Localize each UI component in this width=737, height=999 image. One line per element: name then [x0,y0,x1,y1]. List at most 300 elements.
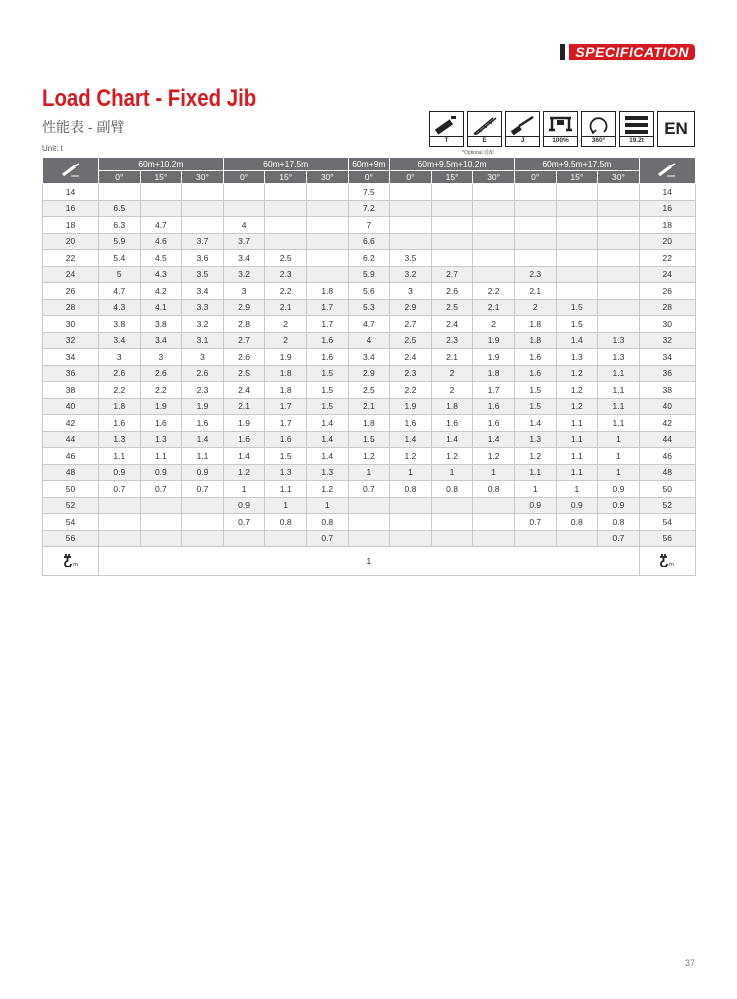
load-cell: 1 [390,464,432,481]
load-cell: 1.4 [390,431,432,448]
table-row [43,233,696,250]
load-cell: 1.2 [556,382,598,399]
load-cell: 2.9 [348,365,390,382]
load-cell: 2.2 [99,382,141,399]
load-cell: 1.1 [514,464,556,481]
load-cell [390,233,432,250]
load-cell [182,497,224,514]
load-cell [306,217,348,234]
load-cell: 1.9 [265,349,307,366]
load-cell: 0.7 [348,481,390,498]
load-cell [556,266,598,283]
radius-cell: 18 [639,217,695,234]
load-cell [182,200,224,217]
load-cell [514,250,556,267]
radius-cell: 14 [639,184,695,201]
load-cell: 1.6 [431,415,473,432]
load-cell: 2.5 [390,332,432,349]
radius-cell: 34 [43,349,99,366]
table-row [43,448,696,465]
load-cell [598,184,640,201]
radius-cell: 54 [639,514,695,531]
load-cell [556,217,598,234]
radius-cell: 44 [639,431,695,448]
load-cell [306,184,348,201]
load-cell: 2.3 [390,365,432,382]
group-header: 60m+9.5m+17.5m [514,158,639,171]
load-cell: 2.3 [182,382,224,399]
radius-cell: 46 [43,448,99,465]
load-cell: 1.5 [306,398,348,415]
table-row [43,398,696,415]
radius-cell: 42 [639,415,695,432]
table-row [43,200,696,217]
load-cell [598,250,640,267]
table-row [43,464,696,481]
load-cell [265,233,307,250]
load-cell [598,233,640,250]
load-cell: 1.3 [265,464,307,481]
load-cell: 3 [99,349,141,366]
load-cell: 4.7 [99,283,141,300]
hook-icon [639,547,695,576]
load-cell: 2.1 [473,299,515,316]
load-cell: 1.6 [265,431,307,448]
load-cell: 1.4 [182,431,224,448]
load-cell: 2.5 [223,365,265,382]
group-header: 60m+9m [348,158,390,171]
load-cell: 0.8 [598,514,640,531]
load-cell: 2 [265,332,307,349]
load-cell: 1.8 [99,398,141,415]
load-cell: 1.9 [223,415,265,432]
section-tag-bar [560,44,565,60]
load-cell: 4 [348,332,390,349]
load-cell [473,217,515,234]
load-cell: 3 [182,349,224,366]
load-cell: 1.2 [556,398,598,415]
load-cell [598,283,640,300]
counterweight-icon: 19.2t [619,111,654,147]
load-cell: 4.7 [140,217,182,234]
load-cell: 5 [99,266,141,283]
load-cell: 2.2 [140,382,182,399]
load-cell: 2 [265,316,307,333]
load-cell: 2 [431,365,473,382]
angle-header: 0° [223,171,265,184]
section-tag [560,43,695,60]
load-cell: 0.7 [306,530,348,547]
load-cell: 1 [598,431,640,448]
angle-header: 0° [99,171,141,184]
load-cell: 6.3 [99,217,141,234]
load-cell: 3.4 [223,250,265,267]
load-cell: 1.1 [556,448,598,465]
svg-text:m: m [669,562,675,567]
load-cell [431,530,473,547]
load-cell [223,200,265,217]
load-cell: 1.6 [99,415,141,432]
table-row [43,332,696,349]
group-header: 60m+10.2m [99,158,224,171]
load-cell: 2.5 [431,299,473,316]
load-cell: 1.6 [306,349,348,366]
load-cell: 1.8 [265,382,307,399]
load-cell [182,217,224,234]
load-cell: 1.4 [473,431,515,448]
load-cell: 0.9 [223,497,265,514]
load-cell [99,497,141,514]
load-cell: 2.7 [431,266,473,283]
angle-header: 15° [140,171,182,184]
load-cell [556,250,598,267]
jib-j-icon: J [505,111,540,147]
load-cell: 1.6 [473,398,515,415]
load-cell [473,497,515,514]
language-badge: EN [657,111,695,147]
load-cell [390,184,432,201]
load-cell: 2.2 [390,382,432,399]
load-cell: 1.7 [473,382,515,399]
load-cell: 1.5 [514,398,556,415]
radius-cell: 28 [43,299,99,316]
table-row [43,299,696,316]
load-cell: 5.9 [99,233,141,250]
radius-cell: 34 [639,349,695,366]
rotation-icon: 360° [581,111,616,147]
load-cell: 2.3 [431,332,473,349]
load-cell [473,200,515,217]
load-cell: 3.4 [140,332,182,349]
load-cell [473,233,515,250]
table-row [43,481,696,498]
radius-cell: 42 [43,415,99,432]
load-cell: 1.6 [306,332,348,349]
radius-cell: 56 [43,530,99,547]
load-cell: 1.6 [223,431,265,448]
load-cell [598,217,640,234]
load-cell: 3.5 [182,266,224,283]
load-cell [140,514,182,531]
radius-cell: 14 [43,184,99,201]
load-cell [265,200,307,217]
load-cell [140,200,182,217]
load-cell [473,514,515,531]
table-row [43,497,696,514]
angle-header: 0° [348,171,390,184]
load-cell: 2.1 [265,299,307,316]
load-cell: 1.6 [514,365,556,382]
angle-header: 30° [306,171,348,184]
table-row [43,530,696,547]
load-cell: 0.7 [598,530,640,547]
load-cell: 1.2 [306,481,348,498]
load-cell: 1.2 [514,448,556,465]
load-cell: 1.4 [431,431,473,448]
load-cell: 0.8 [556,514,598,531]
load-cell: 1.6 [473,415,515,432]
load-cell: 0.9 [556,497,598,514]
load-cell: 1.1 [598,398,640,415]
radius-cell: 16 [639,200,695,217]
group-header: 60m+9.5m+10.2m [390,158,515,171]
load-cell: 1.1 [99,448,141,465]
load-cell: 1.8 [348,415,390,432]
load-cell: 1.3 [598,332,640,349]
config-icons [429,111,695,147]
load-cell [514,530,556,547]
load-cell: 1 [556,481,598,498]
angle-header: 0° [390,171,432,184]
load-cell: 0.9 [182,464,224,481]
load-cell [431,217,473,234]
radius-cell: 40 [43,398,99,415]
load-cell [473,250,515,267]
load-cell: 1.8 [514,332,556,349]
load-cell: 1.8 [431,398,473,415]
radius-cell: 44 [43,431,99,448]
angle-header: 30° [182,171,224,184]
load-cell: 0.7 [182,481,224,498]
radius-cell: 22 [43,250,99,267]
radius-cell: 36 [639,365,695,382]
load-cell: 1.2 [473,448,515,465]
load-cell: 2.9 [390,299,432,316]
optional-note: *Optional 选配 [462,150,494,156]
load-cell: 1 [598,448,640,465]
radius-cell: 46 [639,448,695,465]
radius-cell: 32 [639,332,695,349]
load-cell [390,497,432,514]
load-cell: 3.2 [182,316,224,333]
load-cell [598,266,640,283]
load-cell: 2.2 [473,283,515,300]
table-row [43,382,696,399]
load-cell: 3.7 [182,233,224,250]
load-cell: 1 [514,481,556,498]
load-cell: 1.4 [306,431,348,448]
load-cell: 4.6 [140,233,182,250]
load-cell: 1.5 [306,382,348,399]
hook-icon [43,547,99,576]
load-cell: 1.6 [182,415,224,432]
load-cell: 3.3 [182,299,224,316]
load-cell: 3.2 [223,266,265,283]
load-cell: 3 [140,349,182,366]
load-cell: 1.5 [348,431,390,448]
load-cell: 3.2 [390,266,432,283]
angle-header: 15° [556,171,598,184]
load-cell: 2.7 [390,316,432,333]
radius-cell: 20 [43,233,99,250]
radius-cell: 24 [639,266,695,283]
table-row [43,184,696,201]
load-cell: 3.5 [390,250,432,267]
radius-cell: 52 [639,497,695,514]
load-cell: 1.1 [140,448,182,465]
radius-cell: 48 [639,464,695,481]
load-cell: 3 [223,283,265,300]
radius-cell: 28 [639,299,695,316]
load-cell: 2 [473,316,515,333]
load-cell [514,233,556,250]
load-cell [556,283,598,300]
load-cell: 1 [598,464,640,481]
load-cell: 1.5 [556,299,598,316]
load-cell [598,316,640,333]
load-cell [140,184,182,201]
load-cell [431,250,473,267]
radius-cell: 38 [43,382,99,399]
load-cell: 2.3 [514,266,556,283]
load-cell [473,184,515,201]
load-cell: 1.2 [390,448,432,465]
load-cell: 1.1 [556,431,598,448]
radius-cell: 30 [43,316,99,333]
radius-cell: 38 [639,382,695,399]
table-row [43,250,696,267]
load-cell [556,530,598,547]
load-cell [182,514,224,531]
table-row [43,316,696,333]
radius-icon [43,158,99,184]
load-cell: 1.2 [431,448,473,465]
table-row [43,217,696,234]
load-cell: 2.6 [140,365,182,382]
load-cell [556,200,598,217]
load-cell: 2 [431,382,473,399]
load-cell: 0.7 [223,514,265,531]
table-row [43,283,696,300]
load-cell: 1.6 [390,415,432,432]
load-cell: 1.3 [140,431,182,448]
radius-cell: 40 [639,398,695,415]
load-cell [348,497,390,514]
table-row [43,514,696,531]
load-cell: 2.2 [265,283,307,300]
load-cell: 1 [348,464,390,481]
load-cell: 1.7 [265,415,307,432]
load-cell: 1.6 [514,349,556,366]
load-cell [431,184,473,201]
unit-label: Unit: t [42,144,63,153]
load-cell [99,514,141,531]
load-cell: 0.8 [265,514,307,531]
load-cell [431,514,473,531]
radius-cell: 56 [639,530,695,547]
load-cell [390,514,432,531]
load-cell: 7 [348,217,390,234]
table-row [43,365,696,382]
load-cell: 1.5 [556,316,598,333]
load-cell: 1.4 [556,332,598,349]
angle-header: 30° [598,171,640,184]
load-cell: 4 [223,217,265,234]
load-cell: 1.7 [306,316,348,333]
load-cell [306,266,348,283]
load-cell: 3.6 [182,250,224,267]
page-subtitle: 性能表 - 副臂 [42,119,125,135]
load-cell: 0.9 [514,497,556,514]
load-cell [514,200,556,217]
table-row [43,266,696,283]
section-tag-label: SPECIFICATION [569,44,695,60]
load-cell: 1.9 [390,398,432,415]
load-cell: 1.6 [140,415,182,432]
load-cell [265,217,307,234]
load-cell: 1.1 [556,415,598,432]
load-cell: 0.9 [598,497,640,514]
load-cell: 1.8 [473,365,515,382]
load-cell: 2.1 [514,283,556,300]
load-cell: 1.3 [99,431,141,448]
load-cell: 2.4 [431,316,473,333]
load-cell: 0.7 [140,481,182,498]
radius-cell: 48 [43,464,99,481]
load-cell: 1 [473,464,515,481]
load-cell [473,266,515,283]
load-cell: 4.7 [348,316,390,333]
angle-header: 15° [431,171,473,184]
radius-cell: 50 [639,481,695,498]
hook-row [43,547,696,576]
load-cell: 1.5 [306,365,348,382]
load-cell: 3 [390,283,432,300]
load-cell: 4.3 [140,266,182,283]
radius-cell: 32 [43,332,99,349]
load-cell: 1.4 [306,415,348,432]
load-cell: 1.9 [473,349,515,366]
page-number: 37 [684,958,695,968]
radius-cell: 24 [43,266,99,283]
load-cell: 1.4 [223,448,265,465]
radius-cell: 18 [43,217,99,234]
load-cell: 7.2 [348,200,390,217]
load-cell: 2.1 [348,398,390,415]
load-cell [390,217,432,234]
load-cell [99,184,141,201]
load-cell: 0.8 [306,514,348,531]
load-cell: 6.2 [348,250,390,267]
load-cell: 2.6 [431,283,473,300]
load-cell: 1.1 [598,382,640,399]
load-cell: 0.8 [431,481,473,498]
load-cell [306,233,348,250]
load-cell: 1.4 [306,448,348,465]
load-cell: 2.6 [182,365,224,382]
load-cell: 4.2 [140,283,182,300]
angle-header: 30° [473,171,515,184]
load-cell: 6.6 [348,233,390,250]
load-cell: 2.4 [223,382,265,399]
load-cell: 0.9 [598,481,640,498]
load-cell: 2.1 [223,398,265,415]
load-cell [140,530,182,547]
load-cell: 3.4 [182,283,224,300]
load-cell: 1.1 [556,464,598,481]
radius-cell: 16 [43,200,99,217]
radius-cell: 50 [43,481,99,498]
radius-cell: 26 [639,283,695,300]
load-cell: 1.8 [265,365,307,382]
load-cell: 1.8 [306,283,348,300]
load-cell: 1.1 [598,415,640,432]
load-cell: 2.6 [223,349,265,366]
load-cell: 6.5 [99,200,141,217]
load-cell: 1.3 [514,431,556,448]
load-cell: 1.3 [598,349,640,366]
radius-cell: 26 [43,283,99,300]
